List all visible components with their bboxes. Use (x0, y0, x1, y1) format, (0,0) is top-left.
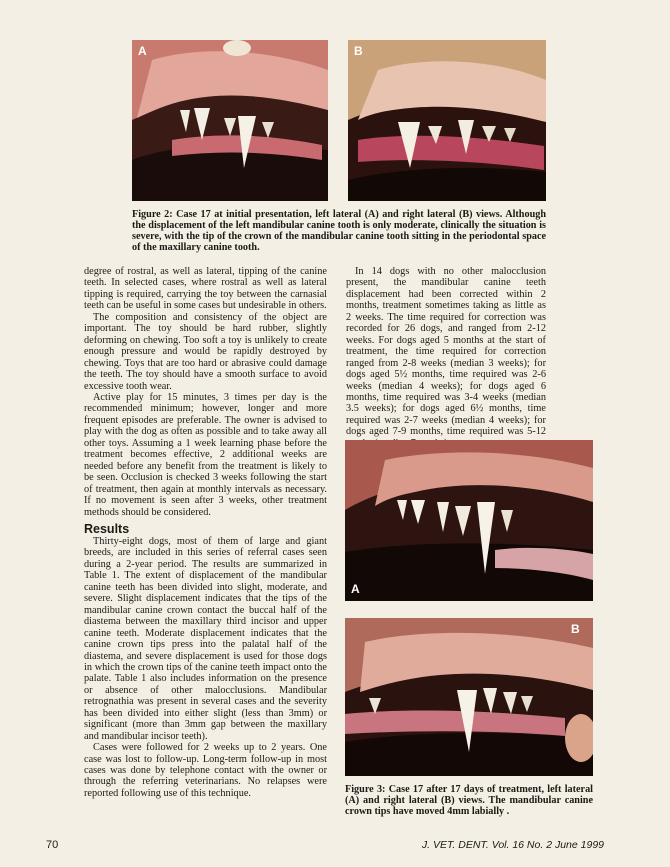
body-paragraph: Active play for 15 minutes, 3 times per day is the recommended minimum; however, longer and more frequent episodes are preferable. The owner is advised to play with the dog as often as possible and to take away all other toys. Assuming a 1 week learning phase before the treatment becomes effective, 2 additional weeks are needed before any benefit from the treatment is likely to be seen. Occlusion is checked 3 weeks following the start of treatment, then again at monthly intervals as necessary. If no movement is seen after 3 weeks, other treatment methods should be considered. (84, 391, 327, 518)
figure2-caption: Figure 2: Case 17 at initial presentation, left lateral (A) and right lateral (B) views. Although the displacement of the left mandibular canine tooth is only moderate, clinically the situation is severe, with the tip of the crown of the mandibular canine tooth sitting in the periodontal space of the maxillary canine tooth. (132, 209, 546, 253)
figure3-label-b: B (571, 622, 580, 636)
journal-reference: J. VET. DENT. Vol. 16 No. 2 June 1999 (421, 839, 604, 851)
figure2-label-b: B (354, 44, 363, 58)
figure3-photo-a (345, 440, 593, 601)
right-text-column (346, 266, 546, 449)
figure2-label-a: A (138, 44, 147, 58)
figure3-photo-b (345, 618, 593, 776)
dog-mouth-right-lateral-image (348, 40, 546, 201)
body-paragraph: Thirty-eight dogs, most of them of large and giant breeds, are included in this series of referral cases seen during a 2-year period. The results are summarized in Table 1. The extent of displacement of the mandibular canine teeth has been divided into slight, moderate, and severe. Slight displacement indicates that the tips of the mandibular canine crown contact the buccal half of the diastema between the maxillary third incisor and upper canine teeth. Moderate displacement indicates that the canine crown tips press into the palatal half of the diastema, and severe displacement is used for those dogs in which the crown tips of the canine teeth impact onto the palate. Table 1 also includes information on the presence or absence of other malocclusions. Mandibular retrognathia was present in several cases and the severity has been divided into either slight (less than 3mm) or significant (more than 3mm gap between the maxillary and mandibular incisor teeth). (84, 535, 327, 742)
body-paragraph: degree of rostral, as well as lateral, tipping of the canine teeth. In selected cases, where rostral as well as lateral tipping is required, carrying the toy between the carnasial teeth can be useful in some cases but undesirable in others. (84, 266, 327, 312)
figure3-label-a: A (351, 582, 360, 596)
figure3-caption: Figure 3: Case 17 after 17 days of treatment, left lateral (A) and right lateral (B) views. The mandibular canine crown tips have moved 4mm labially . (345, 784, 593, 817)
dog-mouth-right-lateral-treated-image (345, 618, 593, 776)
left-text-column (84, 266, 327, 799)
dog-mouth-left-lateral-treated-image (345, 440, 593, 601)
figure2-photo-b (348, 40, 546, 201)
results-heading: Results (84, 521, 130, 536)
page-number: 70 (46, 839, 59, 851)
dog-mouth-left-lateral-image (132, 40, 328, 201)
body-paragraph: Cases were followed for 2 weeks up to 2 years. One case was lost to follow-up. Long-term follow-up in most cases was done by telephone contact with the owner or through the referring veterinarians. No relapses were reported following use of this technique. (84, 742, 327, 799)
body-paragraph: The composition and consistency of the object are important. The toy should be hard rubber, slightly deforming on chewing. Too soft a toy is unlikely to create enough pressure and would be rapidly destroyed by chewing. Toys that are too hard or abrasive could damage the teeth. The toy should have a smooth surface to avoid excessive tooth wear. (84, 311, 327, 392)
figure2-photo-a (132, 40, 328, 201)
body-paragraph: In 14 dogs with no other malocclusion present, the mandibular canine teeth displacement had been corrected within 2 months, treatment sometimes taking as little as 2 weeks. The time required for correction was recorded for 26 dogs, and ranged from 2-12 weeks. For dogs aged 5 months at the start of treatment, the time required for correction ranged from 2-8 weeks (median 3 weeks); for dogs aged 5½ months, time required was 2-6 weeks (median 4 weeks); for dogs aged 6 months, time required was 3-4 weeks (median 3.5 weeks); for dogs aged 6½ months, time required was 2-7 weeks (median 4 weeks); for dogs aged 7-9 months, time required was 5-12 (346, 266, 546, 438)
